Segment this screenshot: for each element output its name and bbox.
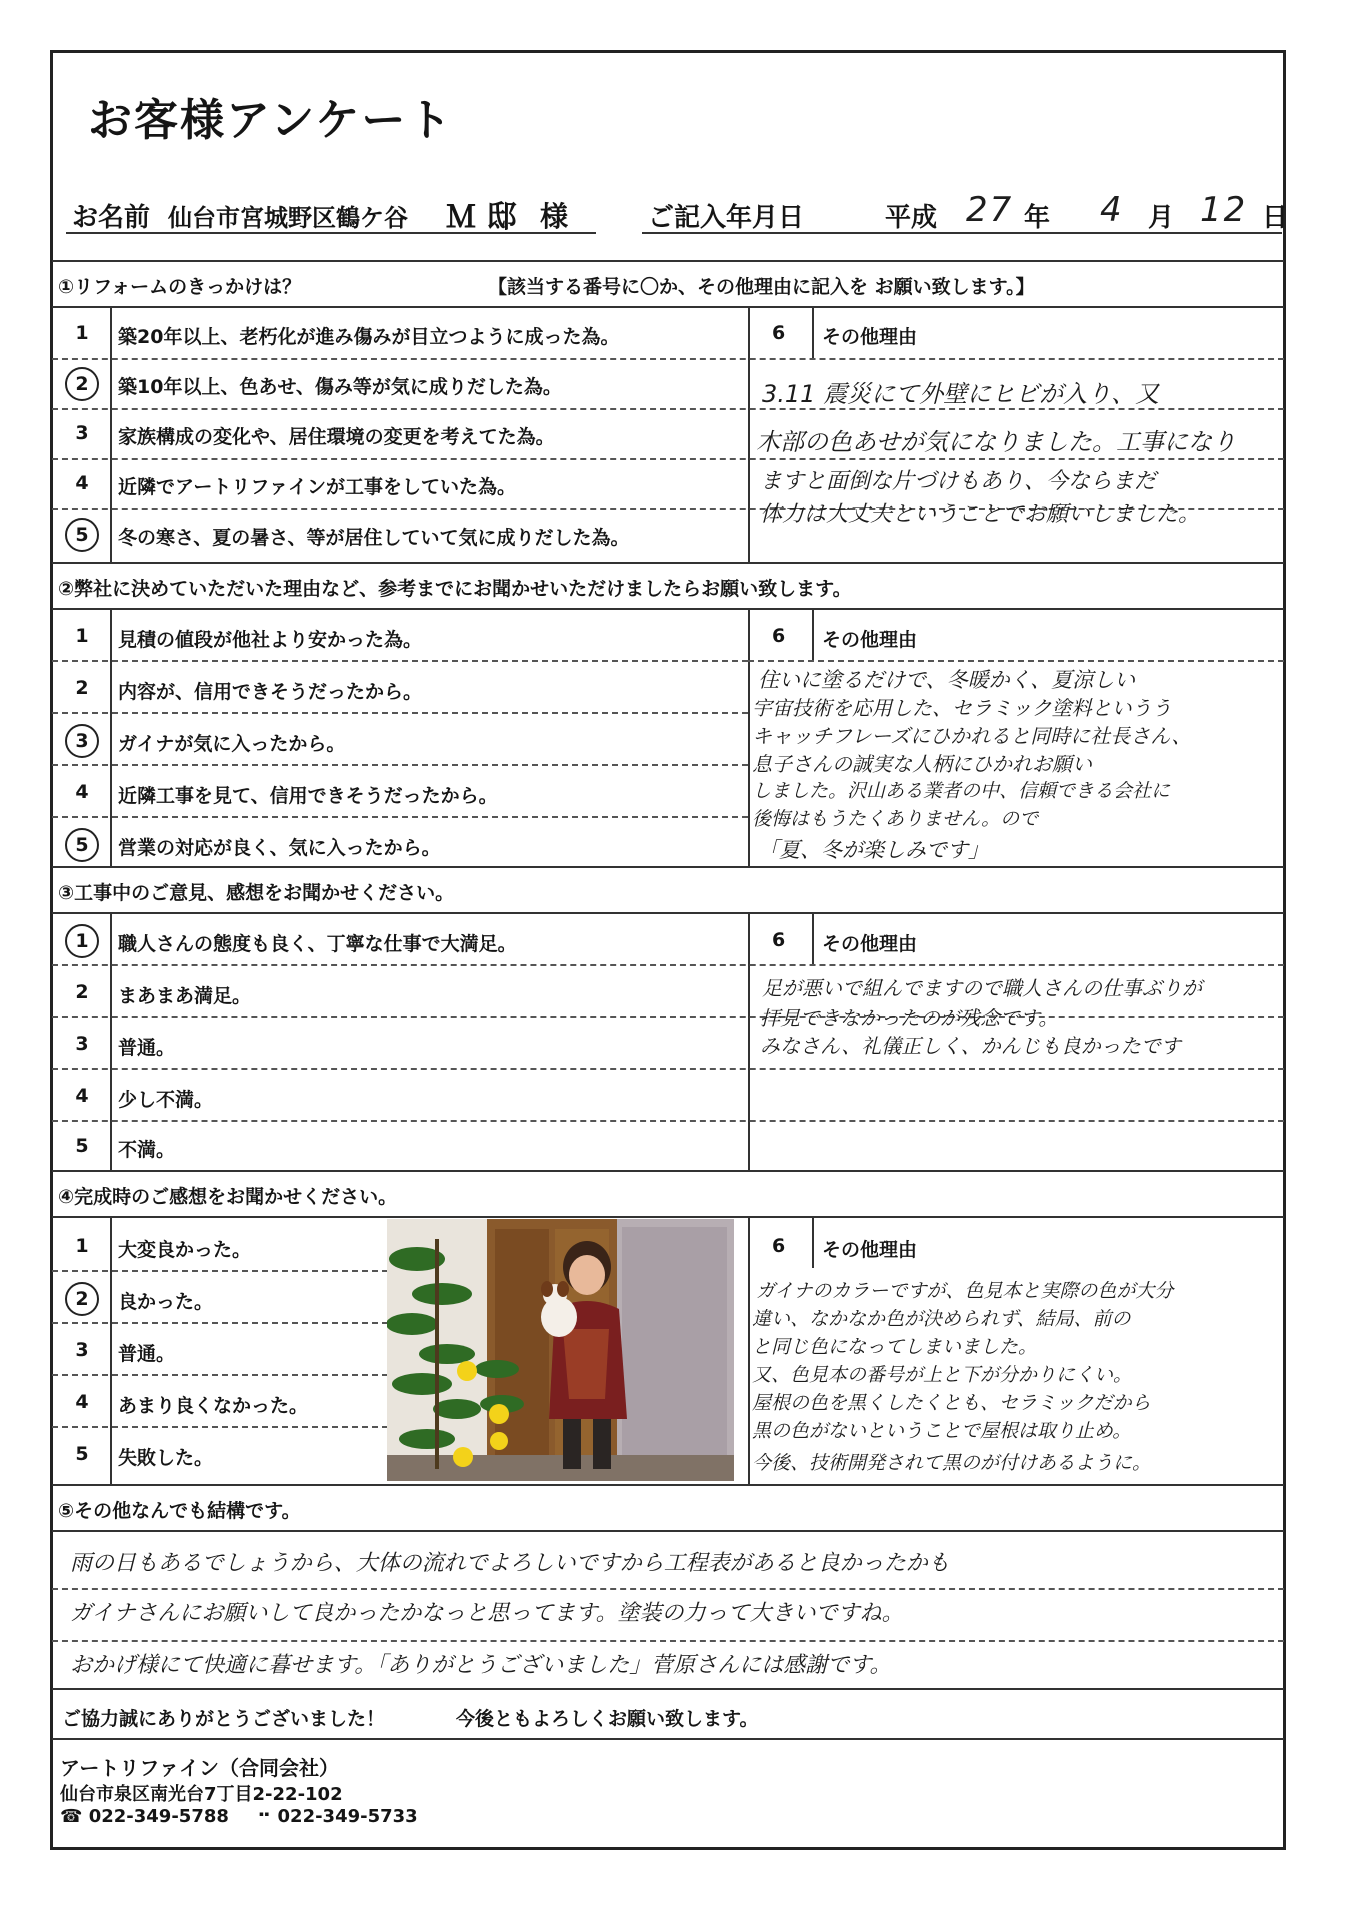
- q4-option-2-num-circled: 2: [52, 1282, 112, 1316]
- q4-row-line: [52, 1374, 388, 1376]
- company-name: アートリファイン（合同会社）: [60, 1756, 339, 1780]
- q2-other-label: その他理由: [822, 629, 918, 651]
- q3-option-2: まあまあ満足。: [118, 985, 252, 1007]
- q3-row-line: [52, 1016, 1284, 1018]
- q5-row-line: [52, 1588, 1284, 1590]
- q2-option-2: 内容が、信用できそうだったから。: [118, 681, 423, 703]
- q2-option-2-num: 2: [75, 677, 89, 699]
- q1-option-4: 近隣でアートリファインが工事をしていた為。: [118, 476, 517, 498]
- q1-row-line: [52, 458, 1284, 460]
- q4-col-divider: [748, 1218, 750, 1484]
- q4-option-1: 大変良かった。: [118, 1239, 252, 1261]
- q4-option-3: 普通。: [118, 1343, 176, 1365]
- q4-option-2: 良かった。: [118, 1291, 214, 1313]
- q3-option-5-num: 5: [75, 1135, 89, 1157]
- q1-handwritten-line: 3.11 震災にて外壁にヒビが入り、又: [762, 380, 1160, 408]
- q1-instruction: 【該当する番号に〇か、その他理由に記入を お願い致します。】: [488, 276, 1035, 298]
- day-label: 日: [1262, 203, 1289, 233]
- contact-row: [60, 1806, 418, 1827]
- q4-other-label: その他理由: [822, 1239, 918, 1261]
- q1-option-5: 冬の寒さ、夏の暑さ、等が居住していて気に成りだした為。: [118, 527, 630, 549]
- q4-handwritten-line: と同じ色になってしまいました。: [752, 1336, 1038, 1358]
- era-label: 平成: [885, 203, 938, 233]
- q1-handwritten-line: ますと面倒な片づけもあり、今ならまだ: [760, 469, 1157, 494]
- day-value: 12: [1200, 190, 1248, 230]
- q5-heading: ⑤その他なんでも結構です。: [58, 1500, 301, 1522]
- q5-row-line: [52, 1640, 1284, 1642]
- q2-other-divider: [812, 610, 814, 660]
- q1-option-3-num: 3: [75, 422, 89, 444]
- q3-other-label: その他理由: [822, 933, 918, 955]
- q3-option-1-num-circled: 1: [52, 924, 112, 958]
- q1-heading: ①リフォームのきっかけは？: [58, 276, 302, 298]
- year-value: 27: [966, 190, 1014, 230]
- q2-option-3: ガイナが気に入ったから。: [118, 733, 346, 755]
- name-suffix: 様: [540, 200, 569, 233]
- year-label: 年: [1024, 203, 1051, 233]
- q2-option-1-num: 1: [75, 625, 89, 647]
- name-address: 仙台市宮城野区鶴ケ谷: [168, 203, 408, 232]
- q1-col-divider: [748, 308, 750, 562]
- q4-handwritten-line: 違い、なかなか色が決められず、結局、前の: [752, 1308, 1131, 1330]
- q4-handwritten-line: 黒の色がないということで屋根は取り止め。: [752, 1420, 1132, 1442]
- q3-row-line: [52, 1120, 1284, 1122]
- q1-option-3: 家族構成の変化や、居住環境の変更を考えてた為。: [118, 426, 555, 448]
- q2-option-5: 営業の対応が良く、気に入ったから。: [118, 837, 441, 859]
- q2-handwritten-line: 「夏、冬が楽しみです」: [758, 838, 989, 862]
- q2-option-1: 見積の値段が他社より安かった為。: [118, 629, 423, 651]
- q2-option-5-num-circled: 5: [52, 828, 112, 862]
- q1-other-label: その他理由: [822, 326, 918, 348]
- q3-handwritten-line: 拝見できなかったのが残念です。: [760, 1006, 1059, 1030]
- q2-handwritten-line: 後悔はもうたくありません。ので: [752, 808, 1039, 830]
- q1-option-1-num: 1: [75, 322, 89, 344]
- q1-other-num: 6: [772, 322, 786, 344]
- q3-option-3-num: 3: [75, 1033, 89, 1055]
- q4-handwritten-line: 屋根の色を黒くしたくとも、セラミックだから: [752, 1392, 1151, 1414]
- q4-row-line: [52, 1322, 388, 1324]
- q4-handwritten-line: ガイナのカラーですが、色見本と実際の色が大分: [756, 1280, 1174, 1302]
- phone-number: 022-349-5788: [88, 1806, 229, 1827]
- q3-other-num: 6: [772, 929, 786, 951]
- q2-handwritten-line: キャッチフレーズにひかれると同時に社長さん、: [752, 724, 1192, 748]
- q3-option-4-num: 4: [75, 1085, 89, 1107]
- q3-handwritten-line: みなさん、礼儀正しく、かんじも良かったです: [760, 1034, 1181, 1058]
- q5-handwritten-line: ガイナさんにお願いして良かったかなっと思ってます。塗装の力って大きいですね。: [70, 1601, 904, 1626]
- name-label: お名前: [72, 203, 151, 233]
- q1-option-2-num-circled: 2: [52, 367, 112, 401]
- q2-option-4: 近隣工事を見て、信用できそうだったから。: [118, 785, 498, 807]
- q2-handwritten-line: 宇宙技術を応用した、セラミック塗料というう: [752, 696, 1172, 720]
- q3-option-3: 普通。: [118, 1037, 176, 1059]
- q2-other-num: 6: [772, 625, 786, 647]
- fax-number: 022-349-5733: [277, 1806, 418, 1827]
- q1-other-divider: [812, 308, 814, 358]
- date-underline: [642, 232, 1282, 234]
- company-address: 仙台市泉区南光台7丁目2-22-102: [60, 1784, 343, 1805]
- q4-handwritten-line: 又、色見本の番号が上と下が分かりにくい。: [752, 1364, 1133, 1386]
- q2-heading: ②弊社に決めていただいた理由など、参考までにお聞かせいただけましたらお願い致します。: [58, 578, 852, 600]
- q2-row-line: [52, 816, 748, 818]
- name-underline: [66, 232, 596, 234]
- q3-option-5: 不満。: [118, 1139, 176, 1161]
- q1-handwritten-line: 木部の色あせが気になりました。工事になり: [756, 428, 1236, 456]
- q4-heading: ④完成時のご感想をお聞かせください。: [58, 1186, 398, 1208]
- q1-option-1: 築20年以上、老朽化が進み傷みが目立つように成った為。: [118, 326, 620, 348]
- q4-row-line: [52, 1426, 388, 1428]
- q1-option-2: 築10年以上、色あせ、傷み等が気に成りだした為。: [118, 376, 562, 398]
- q1-row-line: [52, 358, 1284, 360]
- q2-option-4-num: 4: [75, 781, 89, 803]
- q5-handwritten-line: おかげ様にて快適に暮せます。「ありがとうございました」菅原さんには感謝です。: [70, 1653, 892, 1678]
- q2-col-divider: [748, 610, 750, 866]
- q2-other-line: [748, 660, 1284, 662]
- q4-option-1-num: 1: [75, 1235, 89, 1257]
- month-label: 月: [1148, 203, 1175, 233]
- phone-icon: ☎: [60, 1806, 83, 1827]
- thanks-text: ご協力誠にありがとうございました！: [62, 1708, 386, 1730]
- q1-handwritten-line: 体力は大丈夫ということでお願いしました。: [760, 502, 1201, 527]
- date-label: ご記入年月日: [648, 203, 805, 233]
- q4-handwritten-line: 今後、技術開発されて黒のが付けあるように。: [752, 1452, 1152, 1474]
- q4-other-num: 6: [772, 1235, 786, 1257]
- q3-option-4: 少し不満。: [118, 1089, 214, 1111]
- q4-option-5-num: 5: [75, 1443, 89, 1465]
- q4-option-4: あまり良くなかった。: [118, 1395, 309, 1417]
- q2-handwritten-line: しました。沢山ある業者の中、信頼できる会社に: [752, 780, 1171, 802]
- q2-row-line: [52, 764, 748, 766]
- q4-option-4-num: 4: [75, 1391, 89, 1413]
- q3-other-divider: [812, 914, 814, 964]
- q3-col-divider: [748, 914, 750, 1170]
- q3-row-line: [52, 1068, 1284, 1070]
- footer-top-line: [52, 1688, 1284, 1690]
- q4-option-5: 失敗した。: [118, 1447, 214, 1469]
- q2-handwritten-line: 息子さんの誠実な人柄にひかれお願い: [752, 752, 1092, 776]
- q2-handwritten-line: 住いに塗るだけで、冬暖かく、夏涼しい: [758, 668, 1136, 692]
- page-title: お客様アンケート: [88, 95, 454, 146]
- q2-row-line: [52, 712, 748, 714]
- q2-option-3-num-circled: 3: [52, 724, 112, 758]
- q2-row-line: [52, 660, 748, 662]
- q3-heading: ③工事中のご意見、感想をお聞かせください。: [58, 882, 455, 904]
- customer-photo: [387, 1219, 734, 1481]
- q3-option-2-num: 2: [75, 981, 89, 1003]
- month-value: 4: [1100, 190, 1124, 230]
- q1-option-5-num-circled: 5: [52, 518, 112, 552]
- q3-option-1: 職人さんの態度も良く、丁寧な仕事で大満足。: [118, 933, 517, 955]
- q3-row-line: [52, 964, 1284, 966]
- q4-row-line: [52, 1270, 388, 1272]
- q4-other-divider: [812, 1218, 814, 1268]
- q4-option-3-num: 3: [75, 1339, 89, 1361]
- closing-text: 今後ともよろしくお願い致します。: [456, 1708, 759, 1730]
- q1-option-4-num: 4: [75, 472, 89, 494]
- footer-divider: [52, 1738, 1284, 1740]
- q5-handwritten-line: 雨の日もあるでしょうから、大体の流れでよろしいですから工程表があると良かったかも: [70, 1551, 950, 1576]
- name-value: Ｍ 邸: [446, 200, 517, 235]
- q3-handwritten-line: 足が悪いで組んでますので職人さんの仕事ぶりが: [762, 976, 1202, 1000]
- fax-icon: ⠒: [257, 1806, 272, 1827]
